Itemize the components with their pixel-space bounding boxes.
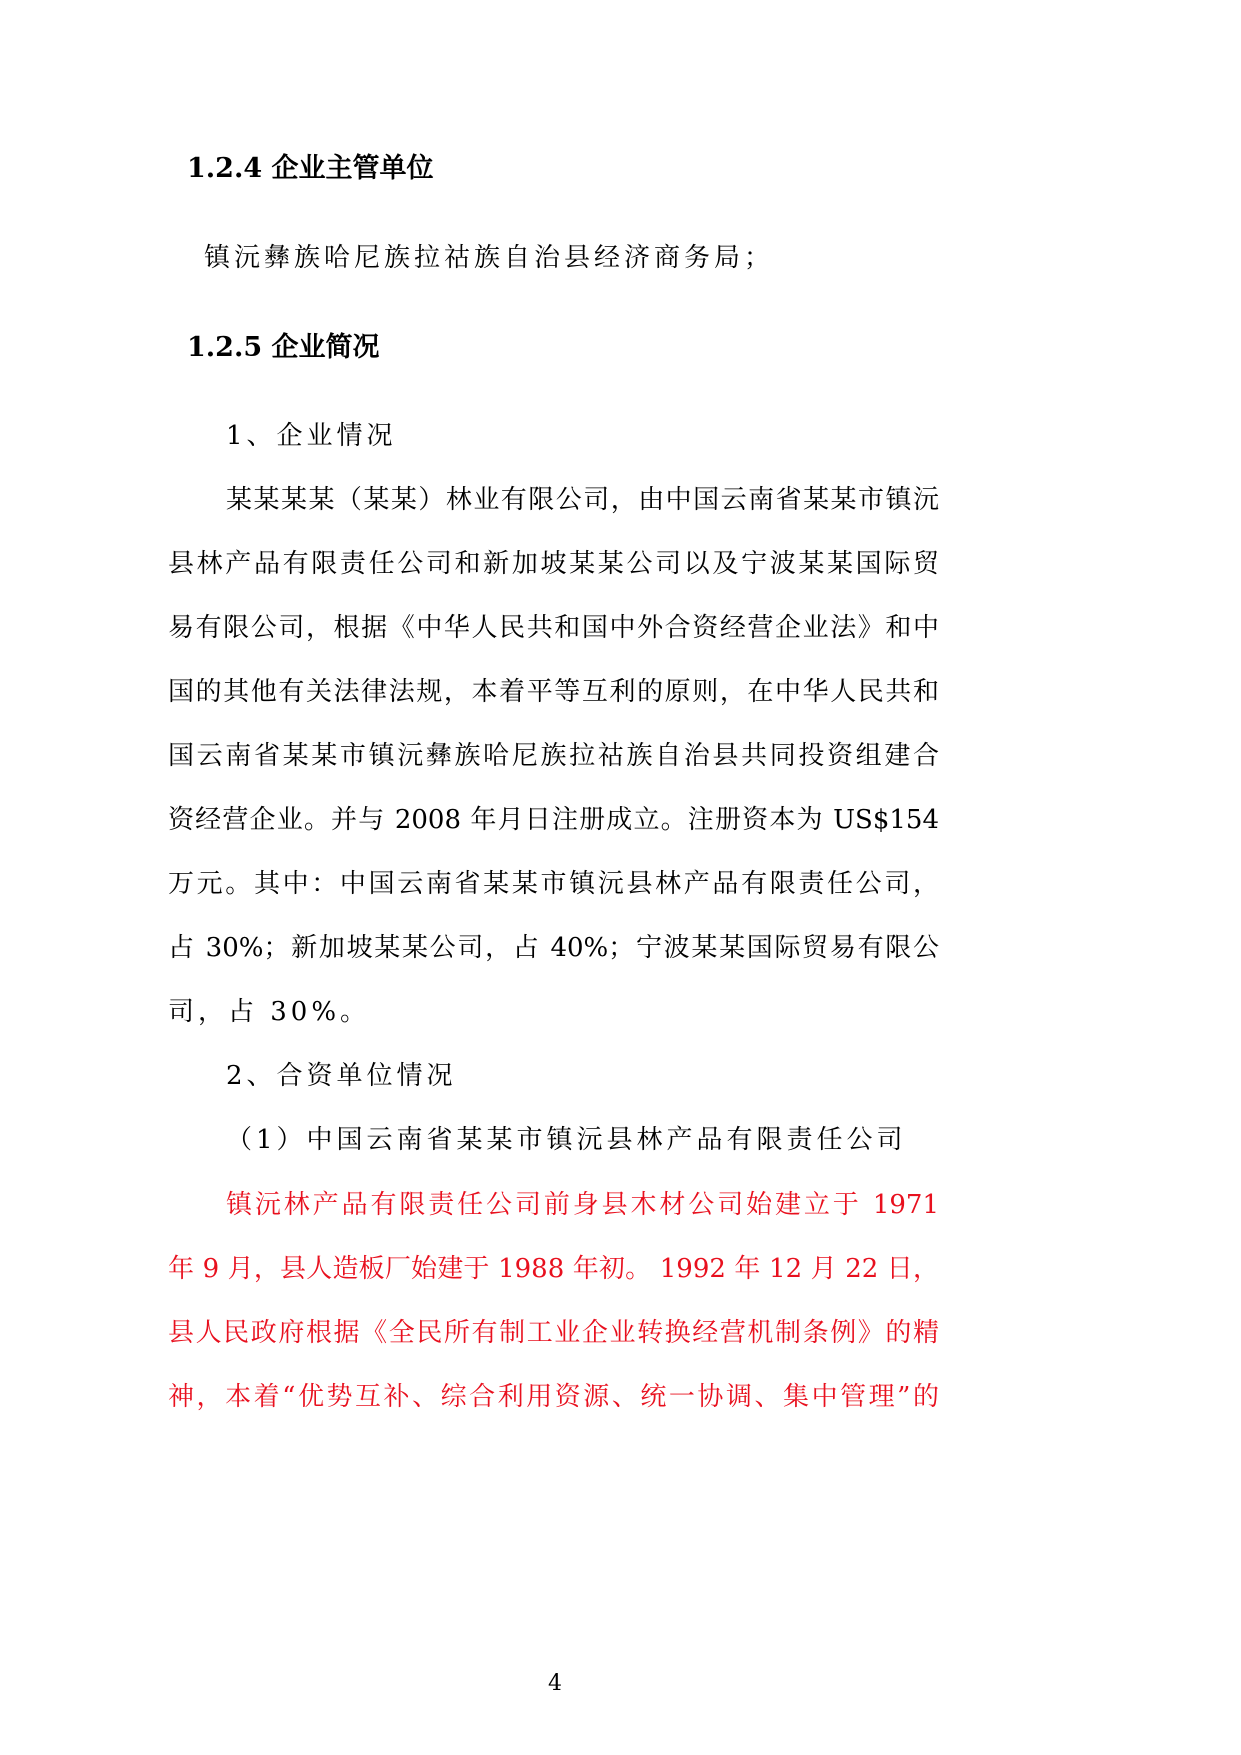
section-heading-1-2-5: 1.2.5 企业简况: [187, 332, 380, 363]
paragraph-1-line: 万元。其中：中国云南省某某市镇沅县林产品有限责任公司，: [168, 869, 939, 899]
item-1-title: 1、企业情况: [226, 421, 397, 451]
paragraph-1-line: 国的其他有关法律法规，本着平等互利的原则，在中华人民共和: [168, 677, 939, 707]
paragraph-1-line: 国云南省某某市镇沅彝族哈尼族拉祜族自治县共同投资组建合: [168, 741, 939, 771]
paragraph-2-line: 年 9 月，县人造板厂始建于 1988 年初。 1992 年 12 月 22 日，: [168, 1254, 939, 1284]
paragraph-1-line: 占 30%；新加坡某某公司，占 40%；宁波某某国际贸易有限公: [168, 933, 939, 963]
item-2-title: 2、合资单位情况: [226, 1061, 457, 1091]
paragraph-2-line: 镇沅林产品有限责任公司前身县木材公司始建立于 1971: [226, 1190, 939, 1220]
supervising-unit-text: 镇沅彝族哈尼族拉祜族自治县经济商务局；: [204, 243, 775, 273]
paragraph-1-line: 资经营企业。并与 2008 年月日注册成立。注册资本为 US$154: [168, 805, 939, 835]
paragraph-1-line: 易有限公司，根据《中华人民共和国中外合资经营企业法》和中: [168, 613, 939, 643]
paragraph-1-line: 某某某某（某某）林业有限公司，由中国云南省某某市镇沅: [226, 485, 939, 515]
paragraph-1-line: 司，占 30%。: [168, 997, 371, 1027]
sub-item-1-title: （1）中国云南省某某市镇沅县林产品有限责任公司: [226, 1125, 907, 1155]
section-heading-1-2-4: 1.2.4 企业主管单位: [187, 153, 434, 184]
page-number: 4: [548, 1671, 562, 1696]
paragraph-2-line: 县人民政府根据《全民所有制工业企业转换经营机制条例》的精: [168, 1318, 939, 1348]
paragraph-2-line: 神，本着“优势互补、综合利用资源、统一协调、集中管理”的: [168, 1382, 939, 1412]
paragraph-1-line: 县林产品有限责任公司和新加坡某某公司以及宁波某某国际贸: [168, 549, 939, 579]
